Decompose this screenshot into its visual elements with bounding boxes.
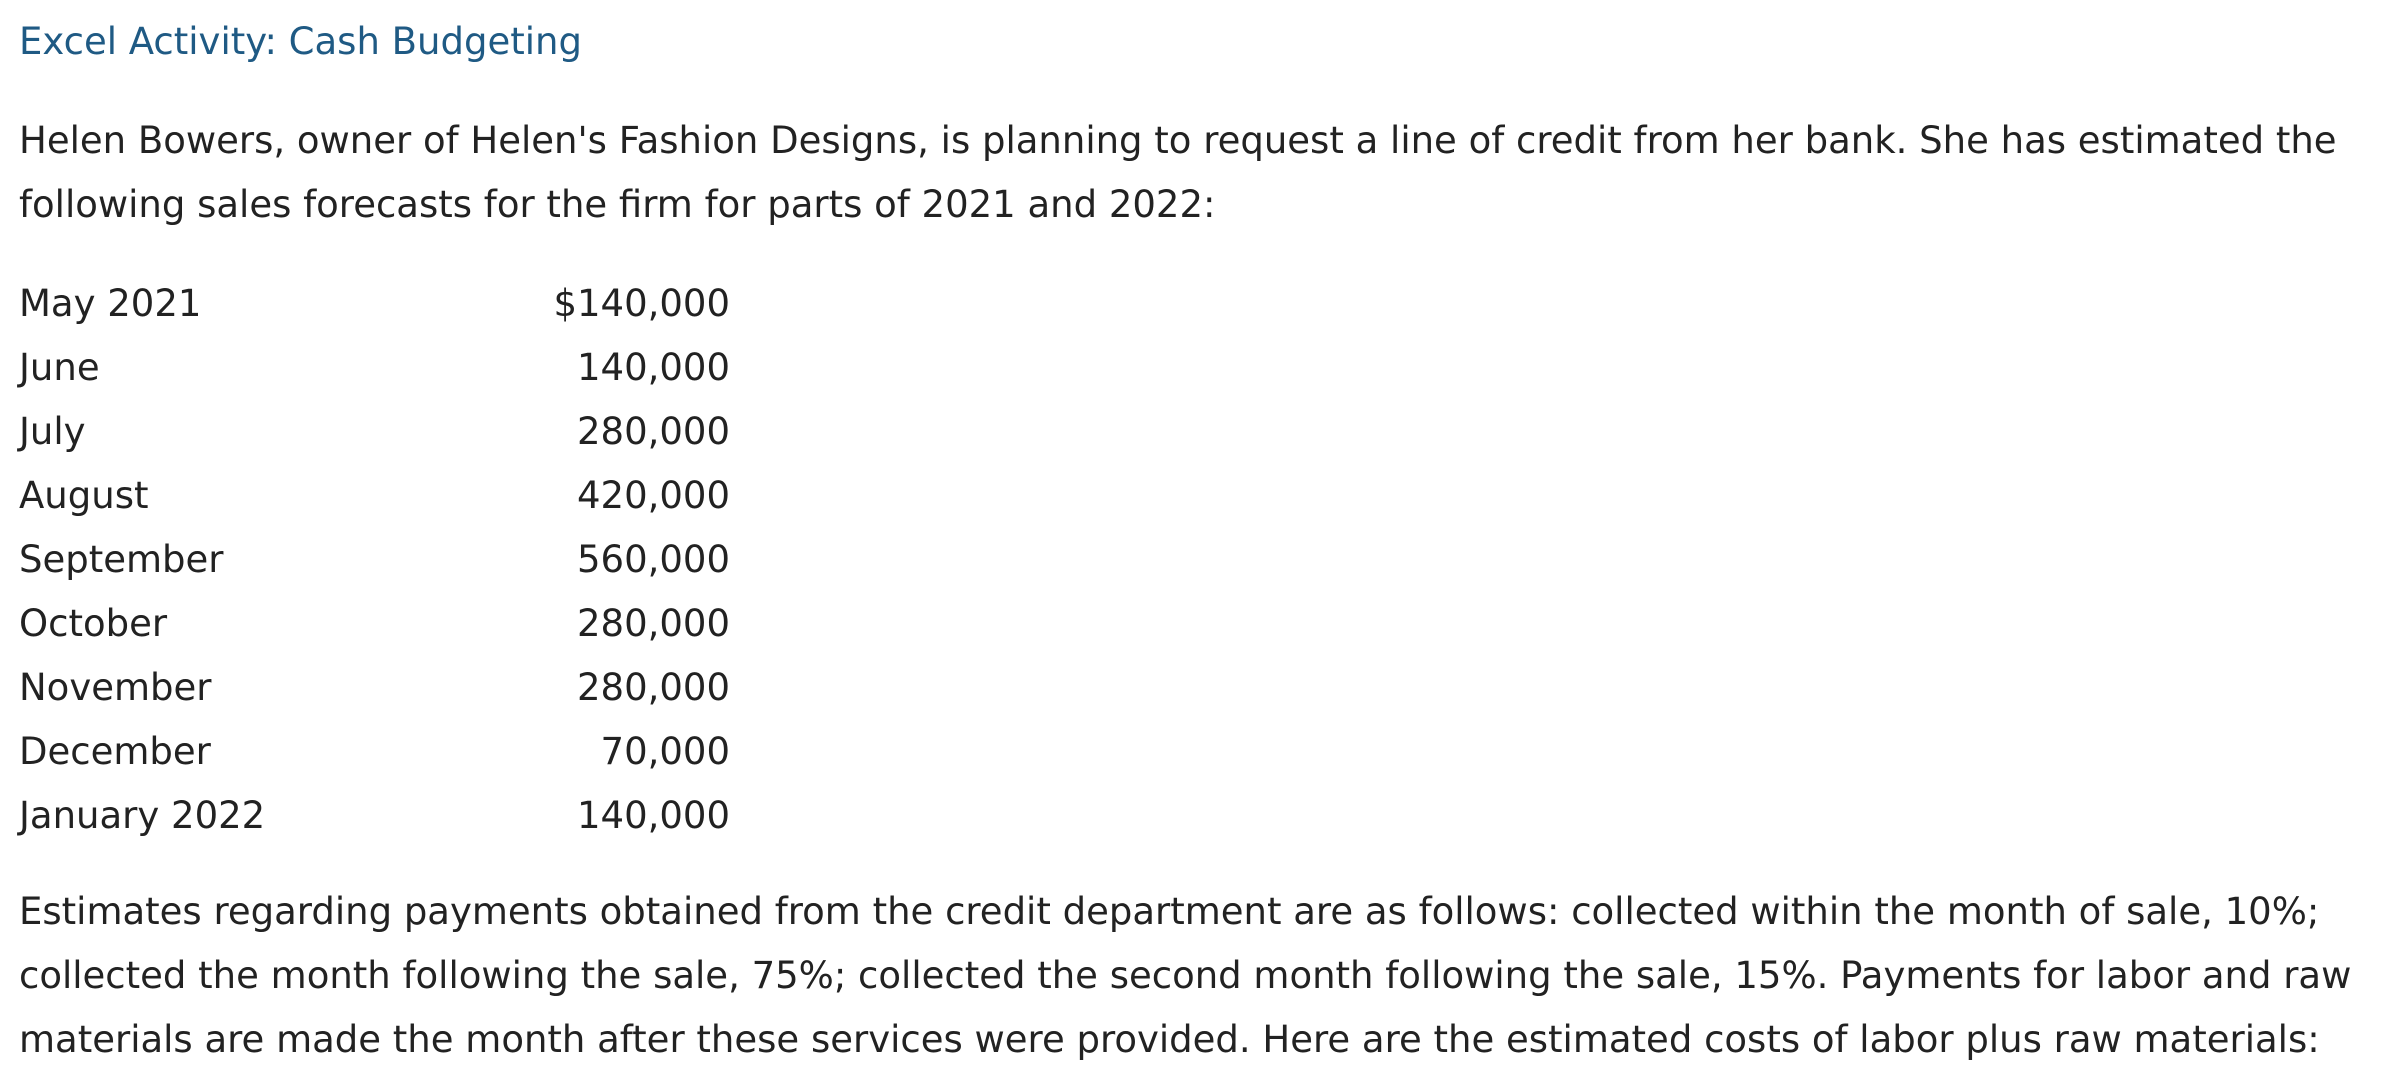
- month-cell: June: [19, 346, 100, 389]
- amount-cell: 420,000: [576, 474, 730, 517]
- table-row: [19, 336, 730, 400]
- amount-cell: 70,000: [600, 730, 730, 773]
- amount-cell: 140,000: [576, 794, 730, 837]
- table-row: [19, 528, 730, 592]
- estimates-paragraph: Estimates regarding payments obtained from the credit department are as follows: collected within the month of sale, 10%; collected the month following the sale, 75%; collected the second month following the sale, 15%. Payments for labor and raw materials are made the month after these services were provided. Here are the estimated costs of labor plus raw materials:: [19, 890, 2352, 1061]
- month-cell: July: [19, 410, 86, 453]
- amount-cell: 280,000: [576, 602, 730, 645]
- month-cell: January 2022: [19, 794, 266, 837]
- table-row: [19, 272, 730, 336]
- amount-cell: 560,000: [576, 538, 730, 581]
- page-title: Excel Activity: Cash Budgeting: [19, 20, 582, 63]
- month-cell: August: [19, 474, 149, 517]
- month-cell: December: [19, 730, 211, 773]
- table-row: [19, 592, 730, 656]
- amount-cell: $140,000: [553, 282, 730, 325]
- table-row: [19, 720, 730, 784]
- table-row: [19, 784, 730, 848]
- table-row: [19, 400, 730, 464]
- amount-cell: 140,000: [576, 346, 730, 389]
- intro-paragraph: Helen Bowers, owner of Helen's Fashion Designs, is planning to request a line of credit from her bank. She has estimated the following sales forecasts for the firm for parts of 2021 and 2022:: [19, 119, 2337, 226]
- table-row: [19, 464, 730, 528]
- month-cell: November: [19, 666, 212, 709]
- amount-cell: 280,000: [576, 666, 730, 709]
- month-cell: October: [19, 602, 168, 645]
- amount-cell: 280,000: [576, 410, 730, 453]
- month-cell: May 2021: [19, 282, 202, 325]
- table-row: [19, 656, 730, 720]
- month-cell: September: [19, 538, 224, 581]
- sales-forecast-table: [19, 272, 730, 848]
